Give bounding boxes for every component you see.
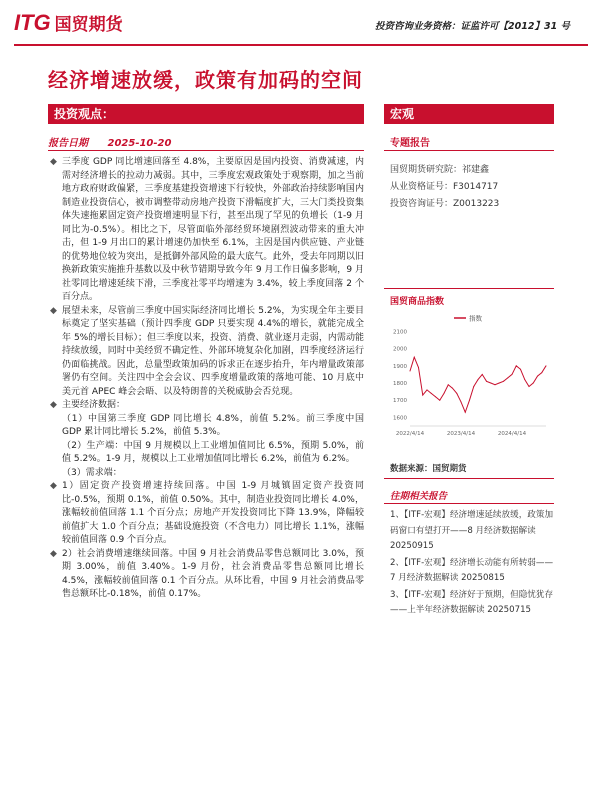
- report-date: [48, 134, 171, 149]
- date-divider: [48, 150, 364, 151]
- page-header: [0, 0, 600, 46]
- logo-cn-text: 国贸期货: [54, 15, 123, 35]
- data-point: [524, 379, 525, 380]
- data-point: [529, 386, 530, 387]
- data-line: 2）社会消费增速继续回落。中国 9 月社会消费品零售总额同比 3.0%，预期 3.00%，前值 3.40%。1-9 月份，社会消费品零售总额同比增长 4.5%，涨幅较前值回落 0.1 个百分点。从环比看，中国 9 月社会消费品零售总额环比-0.18%，前值 0.17%。: [62, 548, 364, 599]
- bullet-text: 展望未来，尽管前三季度中国实际经济同比增长 5.2%，为实现全年主要目标奠定了坚实基础（预计四季度 GDP 只要实现 4.4%的增长，就能完成全年 5%的增长目标）；但三季度以来，投资、消费、就业逐月走弱，内需动能持续放缓，同时中美经贸不确定性、外部环境复杂化加剧，四季度经济运行仍面临挑战。因此，总量型政策加码的诉求正在逐步抬升，年内增量政策部署仍有空间。关注四中全会会议、四季度增量政策的落地可能、10 月底中美元首 APEC 峰会会晤、以及特朗普的关税威胁会否兑现。: [62, 305, 364, 397]
- bullet-icon: ◆: [50, 400, 57, 410]
- report-type: 专题报告: [390, 138, 430, 149]
- data-point: [546, 365, 547, 366]
- side-divider: [384, 503, 554, 504]
- bullet-paragraph: [48, 548, 364, 602]
- data-point: [469, 400, 470, 401]
- logo-itg-text: ITG: [14, 10, 51, 35]
- y-tick-label: 1600: [393, 415, 407, 422]
- bullet-icon: ◆: [50, 305, 57, 316]
- company-logo: [14, 10, 123, 36]
- related-reports-list: [390, 508, 554, 620]
- bullet-text: 三季度 GDP 同比增速回落至 4.8%，主要原因是国内投资、消费减速，内需对经济增长的拉动力减弱。其中，三季度宏观政策处于观察期，加之当前地方政府财政偏紧，三季度基建投资增速下行较快，外部政治持续影响国内制造业投资信心，被市调整带动房地产投资下滑幅度扩大，三大门类投资集体失速拖累固定资产投资增速明显下行，甚至出现了罕见的负增长（1-9 月同比为-0.5%）。相比之下，尽管面临外部经贸环境剧烈波动带来的重大冲击，但 1-9 月出口的累计增速仍加快至 6.1%，主因是国内供应链、产业链的优势地位较为突出，是抵御外部风险的最大底气。此外，受去年同期以旧换新政策实施推升基数以及中秋节错期导致今年 9 月工作日偏多影响，9 月社零同比增速延续下滑，三季度社零平均增速为 3.4%，较上季度回落 2 个百分点。: [62, 157, 364, 302]
- data-point: [507, 377, 508, 378]
- commodity-index-chart: [384, 310, 554, 446]
- bullet-icon: ◆: [50, 548, 57, 559]
- data-point: [478, 379, 479, 380]
- analyst-line: 投资咨询证号：Z0013223: [390, 199, 500, 209]
- data-line: （3）需求端：: [62, 467, 122, 478]
- data-point: [533, 383, 534, 384]
- data-point: [418, 367, 419, 368]
- related-report-item: 2、【ITF-宏观】经济增长动能有所转弱——7 月经济数据解读 20250815: [390, 557, 554, 583]
- license-text: 投资咨询业务资格：证监许可【2012】31 号: [375, 21, 570, 32]
- analyst-line: 国贸期货研究院：祁建鑫: [390, 165, 490, 175]
- bullet-icon: ◆: [50, 481, 57, 491]
- related-report-item: 1、【ITF-宏观】经济增速延续放缓，政策加码窗口有望打开——8 月经济数据解读 20250915: [390, 510, 554, 551]
- data-point: [410, 370, 411, 371]
- side-divider: [384, 478, 554, 479]
- y-tick-label: 2000: [393, 346, 407, 353]
- data-point: [456, 393, 457, 394]
- data-point: [422, 395, 423, 396]
- data-point: [486, 381, 487, 382]
- data-point: [520, 369, 521, 370]
- data-line: （2）生产端：中国 9 月规模以上工业增加值同比 6.5%，预期 5.0%，前值 5.2%。1-9 月，规模以上工业增加值同比增长 6.2%，前值为 6.2%。: [62, 440, 364, 464]
- bullet-paragraph: [48, 305, 364, 400]
- data-point: [444, 393, 445, 394]
- bullet-text: 主要经济数据：: [62, 400, 126, 410]
- report-title: 经济增速放缓，政策有加码的空间: [48, 68, 363, 92]
- data-point: [499, 383, 500, 384]
- y-tick-label: 1700: [393, 398, 407, 405]
- data-point: [414, 357, 415, 358]
- analyst-info: [390, 162, 499, 213]
- data-point: [541, 372, 542, 373]
- chart-source: 数据来源：国贸期货: [390, 464, 467, 474]
- main-content: [48, 156, 364, 602]
- data-point: [495, 384, 496, 385]
- data-point: [427, 389, 428, 390]
- y-tick-label: 1800: [393, 381, 407, 388]
- bullet-paragraph: [48, 156, 364, 305]
- related-report-item: 3、【ITF-宏观】经济好于预期，但隐忧犹存——上半年经济数据解读 20250715: [390, 589, 554, 615]
- data-point: [452, 388, 453, 389]
- legend-label: 指数: [469, 314, 482, 323]
- header-divider: [14, 44, 588, 46]
- data-line: 1）固定资产投资增速持续回落。中国 1-9 月城镇固定资产投资同比-0.5%，预期 0.1%，前值 0.50%。其中，制造业投资同比增长 4.0%，涨幅较前值回落 1.1 个百分点；房地产开发投资同比下降 13.9%，降幅较前值扩大 1.0 个百分点；基础设施投资（不含电力）同比增长 1.1%，涨幅较前值回落 0.9 个百分点。: [62, 481, 364, 545]
- y-tick-label: 1900: [393, 363, 407, 370]
- data-point: [490, 383, 491, 384]
- data-point: [439, 400, 440, 401]
- data-point: [516, 365, 517, 366]
- report-date-value: 2025-10-20: [107, 138, 172, 149]
- data-point: [448, 384, 449, 385]
- x-tick-label: 2024/4/14: [497, 431, 527, 437]
- data-point: [473, 386, 474, 387]
- side-divider: [384, 150, 554, 151]
- bullet-paragraph: [48, 399, 364, 413]
- data-point: [461, 401, 462, 402]
- data-point: [503, 381, 504, 382]
- series-line: [410, 357, 546, 412]
- data-point: [465, 412, 466, 413]
- bullet-icon: ◆: [50, 157, 57, 167]
- report-date-label: 报告日期: [48, 138, 88, 149]
- data-line: （1）中国第三季度 GDP 同比增长 4.8%，前值 5.2%。前三季度中国 GDP 累计同比增长 5.2%，前值 5.3%。: [62, 413, 364, 437]
- data-point: [482, 374, 483, 375]
- bullet-paragraph: [48, 480, 364, 548]
- side-divider: [384, 288, 554, 289]
- related-reports-title: 往期相关报告: [390, 491, 448, 502]
- data-point: [431, 393, 432, 394]
- analyst-line: 从业资格证号：F3014717: [390, 182, 499, 192]
- data-point: [537, 376, 538, 377]
- chart-title: 国贸商品指数: [390, 297, 445, 307]
- category-bar: 宏观: [384, 104, 554, 124]
- data-point: [512, 374, 513, 375]
- x-tick-label: 2022/4/14: [395, 431, 425, 437]
- investment-view-bar: 投资观点：: [48, 104, 364, 124]
- data-point: [435, 396, 436, 397]
- x-tick-label: 2023/4/14: [446, 431, 476, 437]
- y-tick-label: 2100: [393, 329, 407, 336]
